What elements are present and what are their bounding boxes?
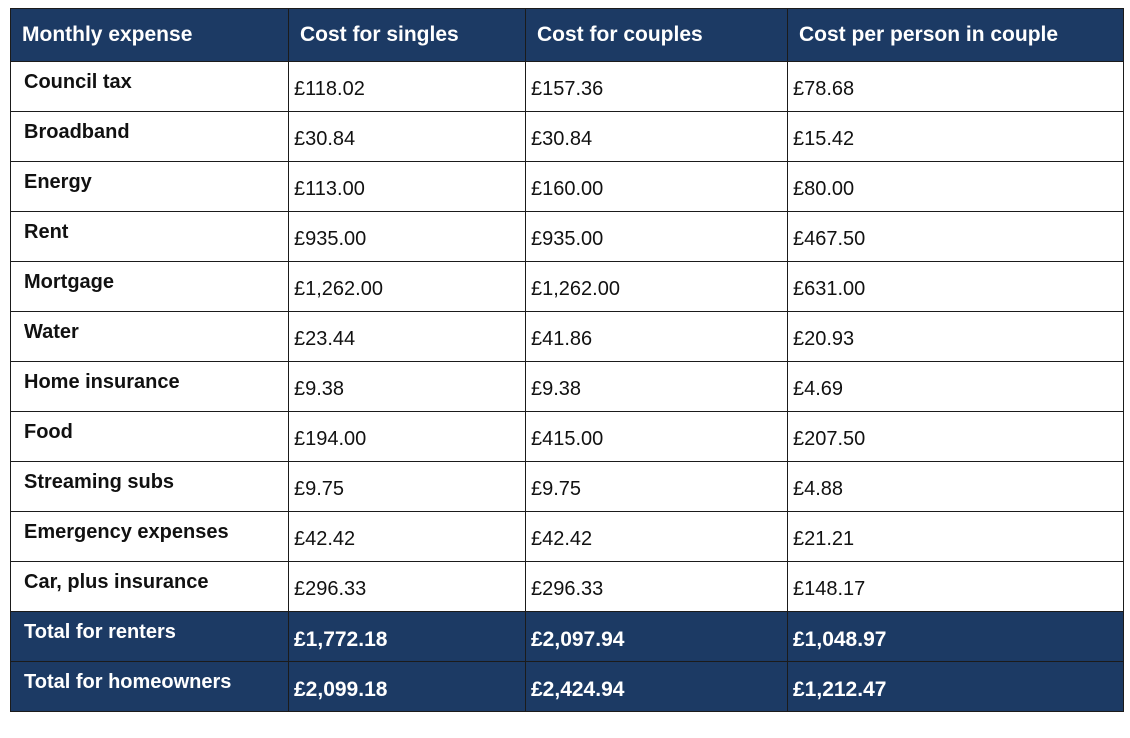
expense-label (11, 512, 289, 562)
expense-label-text: Broadband (24, 121, 130, 143)
total-singles (289, 662, 526, 712)
per-person-cost-text: £631.00 (793, 278, 866, 300)
singles-cost-text: £42.42 (294, 528, 356, 550)
total-couples (526, 662, 788, 712)
per-person-cost (788, 312, 1124, 362)
singles-cost (289, 412, 526, 462)
couples-cost-text: £415.00 (531, 428, 604, 450)
couples-cost (526, 212, 788, 262)
singles-cost-text: £1,262.00 (294, 278, 383, 300)
total-singles-text: £2,099.18 (294, 677, 388, 701)
total-singles-text: £1,772.18 (294, 627, 388, 651)
total-label-text: Total for renters (24, 621, 176, 643)
couples-cost (526, 62, 788, 112)
couples-cost-text: £9.75 (531, 478, 582, 500)
couples-cost-text: £41.86 (531, 328, 593, 350)
couples-cost-text: £160.00 (531, 178, 604, 200)
per-person-cost (788, 512, 1124, 562)
table-row (11, 562, 1124, 612)
singles-cost-text: £935.00 (294, 228, 367, 250)
expense-label (11, 312, 289, 362)
per-person-cost-text: £148.17 (793, 578, 866, 600)
per-person-cost-text: £4.69 (793, 378, 844, 400)
total-per-person-text: £1,048.97 (793, 627, 887, 651)
expense-label-text: Water (24, 321, 79, 343)
couples-cost (526, 562, 788, 612)
singles-cost-text: £23.44 (294, 328, 356, 350)
per-person-cost (788, 412, 1124, 462)
header-row (11, 9, 1124, 62)
total-couples (526, 612, 788, 662)
expense-label (11, 162, 289, 212)
per-person-cost (788, 162, 1124, 212)
couples-cost (526, 312, 788, 362)
header-cost-singles: Cost for singles (289, 9, 526, 62)
table-row (11, 512, 1124, 562)
expense-label (11, 412, 289, 462)
couples-cost-text: £296.33 (531, 578, 604, 600)
total-row-homeowners (11, 662, 1124, 712)
per-person-cost (788, 262, 1124, 312)
singles-cost (289, 262, 526, 312)
singles-cost-text: £194.00 (294, 428, 367, 450)
expense-label (11, 562, 289, 612)
expense-label-text: Mortgage (24, 271, 114, 293)
expense-label-text: Council tax (24, 71, 132, 93)
table-row (11, 312, 1124, 362)
singles-cost (289, 62, 526, 112)
expense-label (11, 212, 289, 262)
singles-cost (289, 312, 526, 362)
per-person-cost-text: £20.93 (793, 328, 855, 350)
couples-cost (526, 162, 788, 212)
table-row (11, 62, 1124, 112)
singles-cost-text: £9.75 (294, 478, 345, 500)
per-person-cost-text: £207.50 (793, 428, 866, 450)
table-row (11, 462, 1124, 512)
couples-cost-text: £935.00 (531, 228, 604, 250)
singles-cost-text: £296.33 (294, 578, 367, 600)
expense-label (11, 462, 289, 512)
expense-label-text: Energy (24, 171, 92, 193)
expense-label (11, 262, 289, 312)
table-row (11, 262, 1124, 312)
per-person-cost-text: £21.21 (793, 528, 855, 550)
table-row (11, 412, 1124, 462)
table-row (11, 162, 1124, 212)
singles-cost (289, 362, 526, 412)
couples-cost (526, 112, 788, 162)
expense-label-text: Streaming subs (24, 471, 175, 493)
expense-label (11, 362, 289, 412)
per-person-cost-text: £4.88 (793, 478, 844, 500)
table-body (11, 62, 1124, 712)
total-per-person (788, 662, 1124, 712)
couples-cost-text: £157.36 (531, 78, 604, 100)
singles-cost-text: £30.84 (294, 128, 356, 150)
expense-label-text: Food (24, 421, 73, 443)
expense-label (11, 112, 289, 162)
singles-cost-text: £118.02 (294, 78, 365, 100)
singles-cost-text: £9.38 (294, 378, 345, 400)
per-person-cost (788, 62, 1124, 112)
couples-cost (526, 262, 788, 312)
singles-cost (289, 462, 526, 512)
expense-label-text: Emergency expenses (24, 521, 229, 543)
header-cost-per-person: Cost per person in couple (788, 9, 1124, 62)
table-header (11, 9, 1124, 62)
expense-label-text: Car, plus insurance (24, 571, 209, 593)
monthly-expense-table (10, 8, 1124, 712)
couples-cost-text: £1,262.00 (531, 278, 620, 300)
couples-cost-text: £9.38 (531, 378, 582, 400)
table-row (11, 212, 1124, 262)
total-label (11, 662, 289, 712)
per-person-cost-text: £80.00 (793, 178, 855, 200)
expense-label-text: Home insurance (24, 371, 180, 393)
per-person-cost-text: £78.68 (793, 78, 855, 100)
couples-cost (526, 512, 788, 562)
total-row-renters (11, 612, 1124, 662)
header-monthly-expense: Monthly expense (11, 9, 289, 62)
singles-cost (289, 512, 526, 562)
total-couples-text: £2,424.94 (531, 677, 625, 701)
expense-table-container (10, 8, 1124, 712)
expense-label-text: Rent (24, 221, 69, 243)
header-cost-couples: Cost for couples (526, 9, 788, 62)
per-person-cost-text: £15.42 (793, 128, 855, 150)
singles-cost (289, 212, 526, 262)
total-label (11, 612, 289, 662)
per-person-cost (788, 562, 1124, 612)
total-label-text: Total for homeowners (24, 671, 232, 693)
couples-cost (526, 412, 788, 462)
singles-cost (289, 112, 526, 162)
per-person-cost (788, 112, 1124, 162)
total-per-person (788, 612, 1124, 662)
table-row (11, 362, 1124, 412)
per-person-cost (788, 362, 1124, 412)
total-couples-text: £2,097.94 (531, 627, 625, 651)
singles-cost (289, 562, 526, 612)
expense-label (11, 62, 289, 112)
singles-cost-text: £113.00 (294, 178, 365, 200)
total-per-person-text: £1,212.47 (793, 677, 887, 701)
per-person-cost (788, 462, 1124, 512)
couples-cost (526, 462, 788, 512)
couples-cost (526, 362, 788, 412)
couples-cost-text: £42.42 (531, 528, 593, 550)
per-person-cost-text: £467.50 (793, 228, 866, 250)
table-row (11, 112, 1124, 162)
singles-cost (289, 162, 526, 212)
couples-cost-text: £30.84 (531, 128, 593, 150)
total-singles (289, 612, 526, 662)
per-person-cost (788, 212, 1124, 262)
